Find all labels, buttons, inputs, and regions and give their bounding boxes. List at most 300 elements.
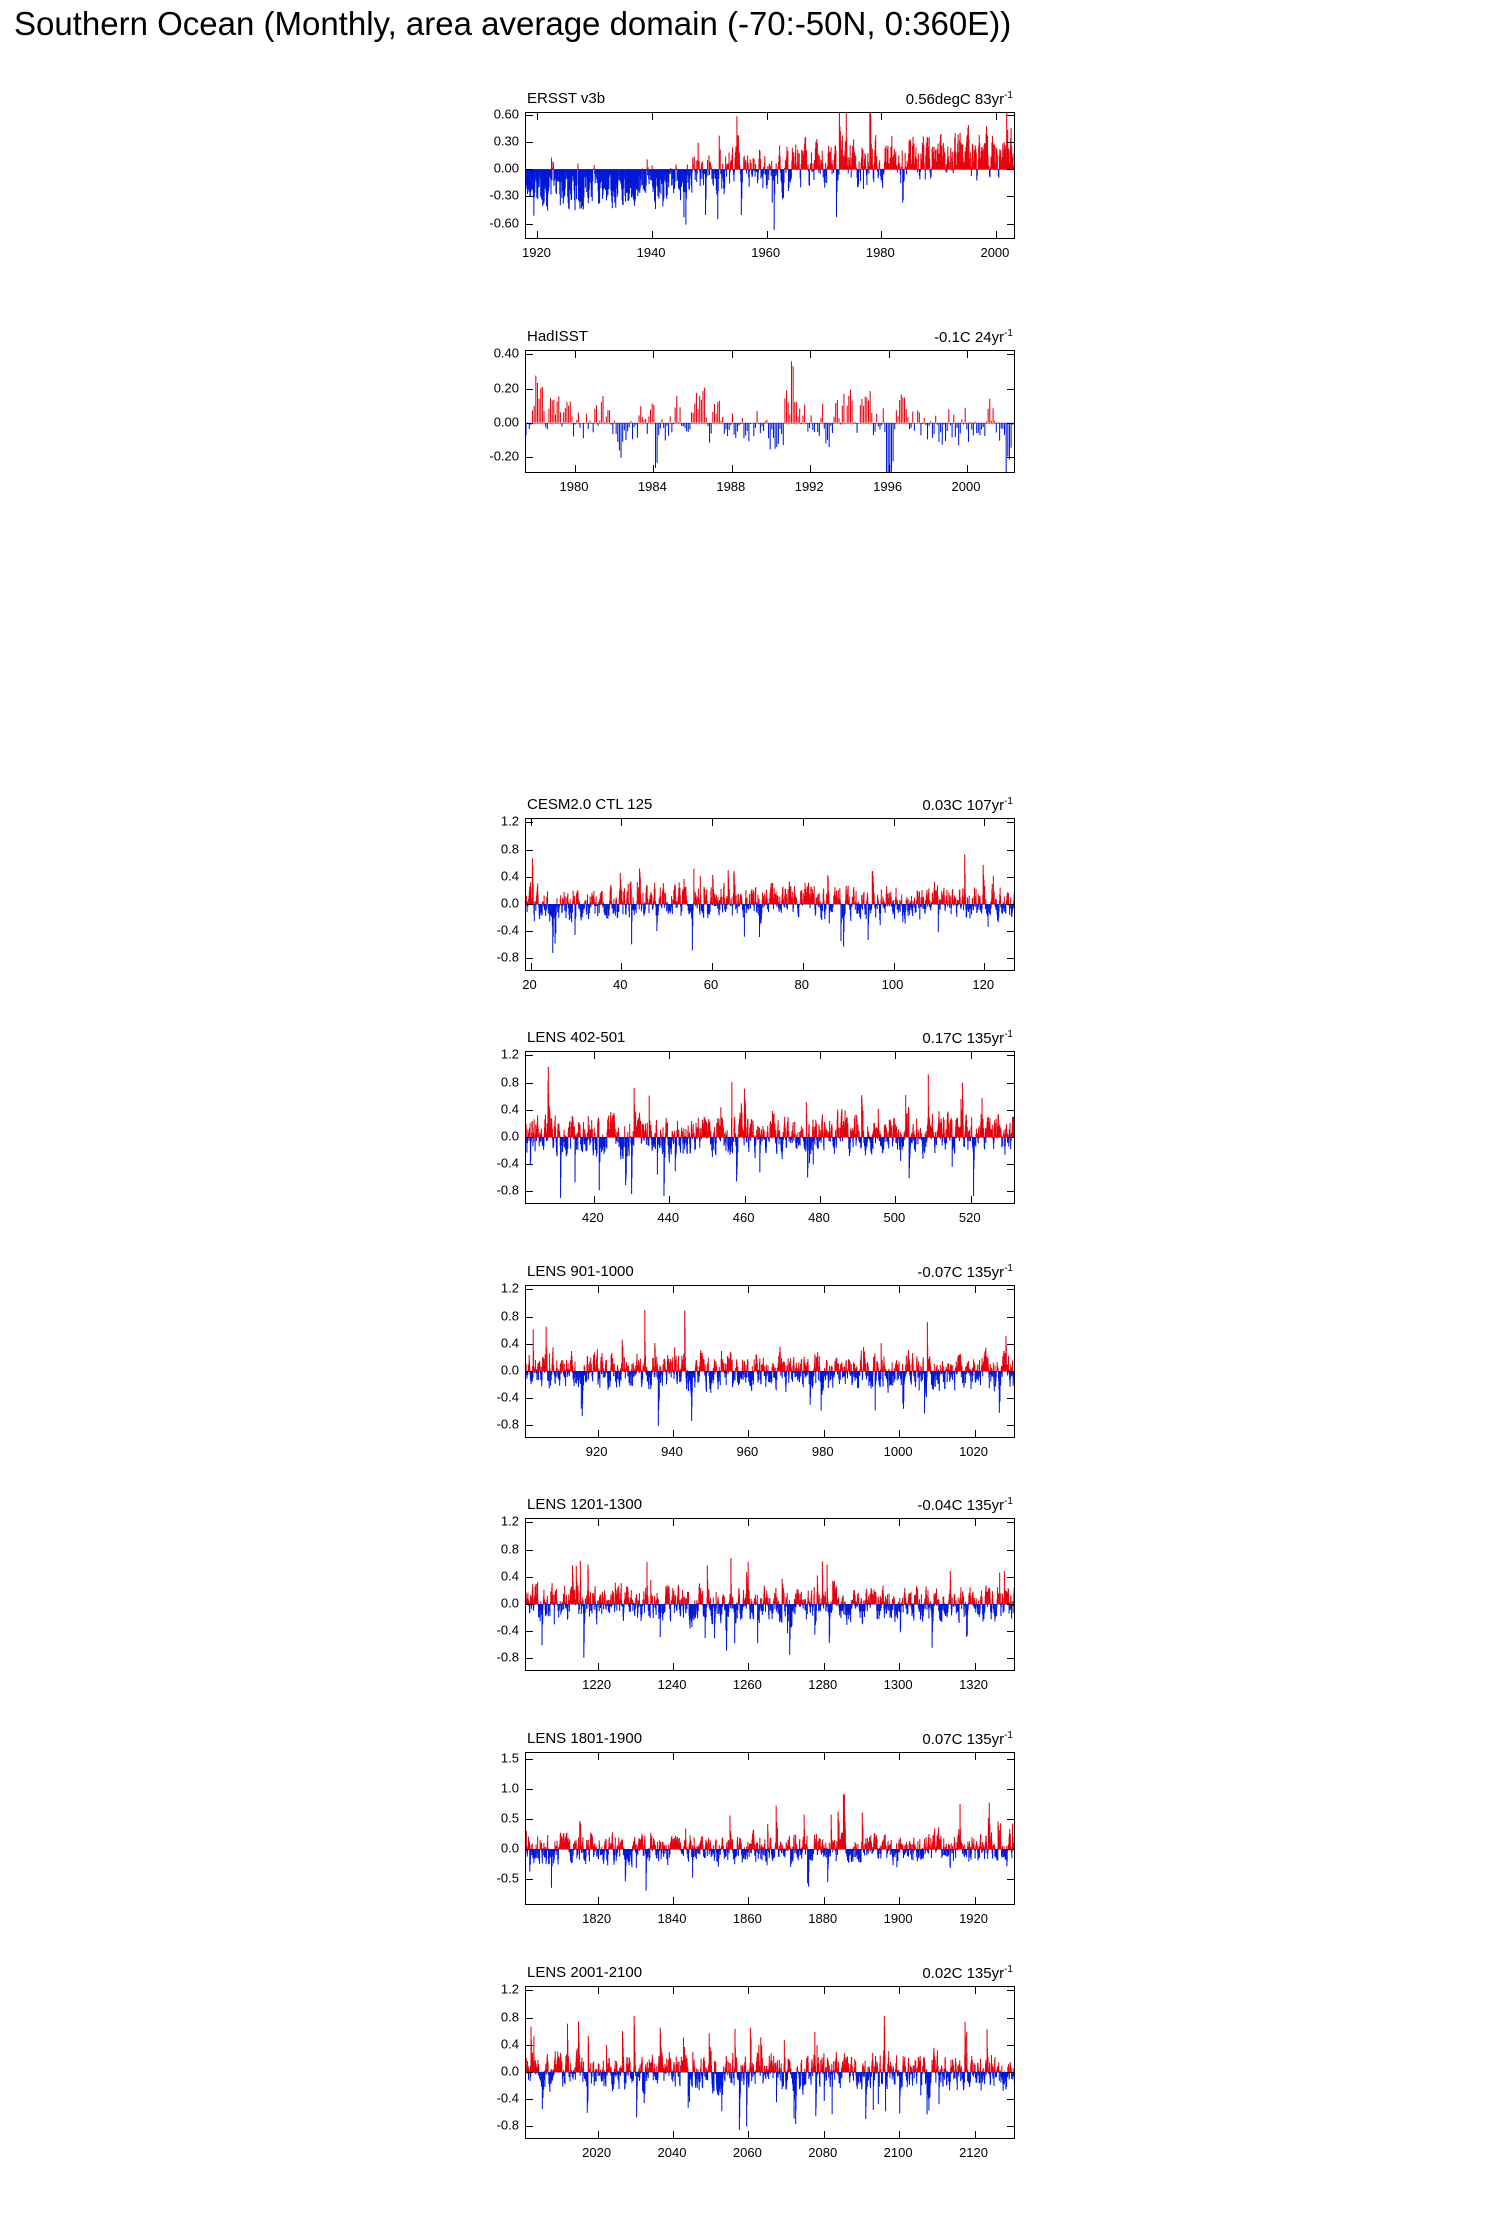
x-axis-tick-label: 480 — [808, 1210, 830, 1225]
y-tick-mark — [526, 2099, 533, 2100]
y-tick-mark — [1007, 1344, 1014, 1345]
y-tick-mark — [526, 1398, 533, 1399]
x-tick-mark — [575, 465, 576, 472]
x-axis-tick-label: 60 — [703, 977, 719, 992]
x-axis-tick-label: 20 — [522, 977, 537, 992]
x-tick-mark — [598, 1286, 599, 1293]
x-tick-mark — [824, 1519, 825, 1526]
plot-area — [525, 1285, 1015, 1438]
y-tick-mark — [526, 1819, 533, 1820]
y-axis-tick-label: 0.4 — [500, 2036, 519, 2052]
x-tick-mark — [824, 1753, 825, 1760]
y-tick-mark — [526, 1658, 533, 1659]
y-tick-mark — [1007, 142, 1014, 143]
y-tick-mark — [1007, 1604, 1014, 1605]
x-tick-mark — [881, 113, 882, 120]
chart-panel-2 — [489, 328, 1015, 494]
x-axis-tick-label: 500 — [883, 1210, 906, 1225]
x-tick-mark — [975, 1663, 976, 1670]
x-tick-mark — [971, 1196, 972, 1203]
y-tick-mark — [1007, 1164, 1014, 1165]
x-axis-tick-label: 1020 — [959, 1444, 988, 1459]
x-tick-mark — [537, 113, 538, 120]
y-tick-mark — [1007, 1317, 1014, 1318]
panel-trend-annotation — [917, 1263, 1013, 1281]
y-axis-tick-label: 1.2 — [500, 1513, 519, 1529]
x-axis-tick-label: 2060 — [732, 2145, 762, 2160]
y-axis-tick-label: -0.8 — [496, 1649, 519, 1665]
y-tick-mark — [526, 1137, 533, 1138]
y-tick-mark — [526, 169, 533, 170]
x-tick-mark — [653, 351, 654, 358]
y-axis-tick-label: 0.00 — [493, 414, 519, 430]
x-tick-mark — [598, 1430, 599, 1437]
panel-title: LENS 1801-1900 — [527, 1730, 643, 1747]
x-tick-mark — [975, 1286, 976, 1293]
y-axis-tick-label: 1.5 — [500, 1750, 519, 1766]
page-title: Southern Ocean (Monthly, area average domain (-70:-50N, 0:360E)) — [14, 5, 1012, 42]
x-tick-mark — [899, 1987, 900, 1994]
x-tick-mark — [748, 2131, 749, 2138]
x-tick-mark — [889, 351, 890, 358]
x-axis-tick-label: 940 — [661, 1444, 683, 1459]
x-tick-mark — [889, 465, 890, 472]
y-tick-mark — [1007, 1759, 1014, 1760]
y-tick-mark — [526, 1789, 533, 1790]
x-tick-mark — [745, 1052, 746, 1059]
chart-panel-3 — [496, 796, 1015, 992]
y-tick-mark — [526, 1759, 533, 1760]
x-axis-tick-label: 1260 — [732, 1677, 762, 1692]
chart-panel-4 — [496, 1029, 1015, 1225]
x-tick-mark — [748, 1897, 749, 1904]
x-tick-mark — [899, 1753, 900, 1760]
x-tick-mark — [895, 1052, 896, 1059]
y-tick-mark — [526, 1317, 533, 1318]
y-tick-mark — [526, 1289, 533, 1290]
x-axis-tick-label: 2040 — [657, 2145, 687, 2160]
x-tick-mark — [824, 1430, 825, 1437]
y-tick-mark — [1007, 224, 1014, 225]
x-axis-tick-label: 960 — [736, 1444, 759, 1459]
panel-trend-exponent: -1 — [1004, 1263, 1013, 1274]
x-tick-mark — [712, 819, 713, 826]
x-axis-tick-label: 920 — [585, 1444, 608, 1459]
plot-area — [525, 112, 1015, 239]
x-tick-mark — [767, 231, 768, 238]
y-tick-mark — [1007, 931, 1014, 932]
y-tick-mark — [1007, 2099, 1014, 2100]
y-tick-mark — [1007, 1990, 1014, 1991]
chart-panel-1 — [489, 90, 1015, 260]
x-tick-mark — [748, 1286, 749, 1293]
plot-area — [525, 1986, 1015, 2139]
x-tick-mark — [712, 963, 713, 970]
y-axis-tick-label: -0.20 — [489, 448, 519, 464]
y-tick-mark — [1007, 1522, 1014, 1523]
x-axis-tick-label: 980 — [811, 1444, 834, 1459]
y-tick-mark — [526, 1371, 533, 1372]
x-axis-tick-label: 2000 — [980, 245, 1010, 260]
plot-area — [525, 1518, 1015, 1671]
x-tick-mark — [899, 1663, 900, 1670]
x-tick-mark — [996, 113, 997, 120]
y-tick-mark — [1007, 1289, 1014, 1290]
y-tick-mark — [1007, 389, 1014, 390]
y-tick-mark — [1007, 1083, 1014, 1084]
series-bars — [526, 1753, 1015, 1905]
x-axis-tick-label: 2020 — [582, 2145, 612, 2160]
panel-trend-annotation — [922, 1730, 1013, 1748]
y-axis-tick-label: -0.8 — [496, 949, 519, 965]
y-axis-tick-label: 0.60 — [493, 106, 519, 122]
y-axis-tick-label: 1.2 — [500, 1046, 519, 1062]
y-axis-tick-label: 0.0 — [500, 1128, 519, 1144]
y-tick-mark — [526, 389, 533, 390]
series-bars — [526, 351, 1015, 473]
y-tick-mark — [1007, 1055, 1014, 1056]
x-tick-mark — [824, 1897, 825, 1904]
x-tick-mark — [894, 819, 895, 826]
y-axis-tick-label: 0.4 — [500, 1101, 519, 1117]
x-tick-mark — [673, 2131, 674, 2138]
x-axis-tick-label: 2120 — [959, 2145, 988, 2160]
y-axis-tick-label: -0.30 — [489, 187, 519, 203]
x-axis-tick-label: 1992 — [794, 479, 824, 494]
panel-title: LENS 402-501 — [527, 1029, 626, 1046]
y-tick-mark — [1007, 196, 1014, 197]
series-bars — [526, 819, 1015, 971]
y-axis-tick-label: 1.2 — [500, 813, 519, 829]
y-tick-mark — [526, 2126, 533, 2127]
x-tick-mark — [967, 351, 968, 358]
x-tick-mark — [745, 1196, 746, 1203]
chart-panel-7 — [496, 1730, 1015, 1926]
y-tick-mark — [526, 2045, 533, 2046]
y-tick-mark — [1007, 1631, 1014, 1632]
plot-area — [525, 1051, 1015, 1204]
x-tick-mark — [803, 963, 804, 970]
panel-title: CESM2.0 CTL 125 — [527, 796, 653, 813]
panel-title: ERSST v3b — [527, 90, 606, 107]
y-tick-mark — [526, 958, 533, 959]
x-tick-mark — [975, 1753, 976, 1760]
y-axis-tick-label: 0.4 — [500, 868, 519, 884]
y-tick-mark — [526, 354, 533, 355]
x-tick-mark — [975, 1987, 976, 1994]
x-tick-mark — [967, 465, 968, 472]
x-axis-tick-label: 2100 — [883, 2145, 913, 2160]
series-bars — [526, 1052, 1015, 1204]
x-tick-mark — [621, 963, 622, 970]
x-tick-mark — [594, 1196, 595, 1203]
x-tick-mark — [598, 1753, 599, 1760]
panel-trend-value: 0.56degC 83yr — [905, 91, 1005, 108]
x-tick-mark — [673, 1897, 674, 1904]
y-tick-mark — [526, 1990, 533, 1991]
y-axis-tick-label: 0.30 — [493, 133, 519, 149]
y-tick-mark — [1007, 1425, 1014, 1426]
panel-trend-value: 0.03C 107yr — [922, 797, 1005, 814]
x-tick-mark — [996, 231, 997, 238]
y-axis-tick-label: -0.4 — [496, 1389, 519, 1405]
y-axis-tick-label: 0.8 — [500, 2009, 519, 2025]
chart-panel-8 — [496, 1964, 1015, 2160]
x-tick-mark — [537, 231, 538, 238]
x-tick-mark — [881, 231, 882, 238]
y-axis-tick-label: 0.8 — [500, 841, 519, 857]
y-tick-mark — [526, 1577, 533, 1578]
y-tick-mark — [526, 423, 533, 424]
x-axis-tick-label: 420 — [581, 1210, 604, 1225]
panel-trend-exponent: -1 — [1004, 796, 1013, 807]
y-axis-tick-label: -0.8 — [496, 2117, 519, 2133]
y-axis-tick-label: 1.2 — [500, 1981, 519, 1997]
y-tick-mark — [526, 1344, 533, 1345]
y-tick-mark — [526, 1550, 533, 1551]
x-tick-mark — [824, 1987, 825, 1994]
panel-trend-value: -0.04C 135yr — [917, 1497, 1005, 1514]
chart-panel-6 — [496, 1496, 1015, 1692]
y-tick-mark — [1007, 1789, 1014, 1790]
x-tick-mark — [975, 1430, 976, 1437]
y-axis-tick-label: -0.4 — [496, 1155, 519, 1171]
y-tick-mark — [526, 1631, 533, 1632]
x-tick-mark — [652, 231, 653, 238]
y-tick-mark — [526, 1083, 533, 1084]
x-tick-mark — [894, 963, 895, 970]
y-axis-tick-label: 1.2 — [500, 1280, 519, 1296]
x-tick-mark — [820, 1196, 821, 1203]
x-axis-tick-label: 2000 — [951, 479, 981, 494]
x-tick-mark — [748, 1753, 749, 1760]
y-tick-mark — [1007, 1577, 1014, 1578]
x-axis-tick-label: 80 — [794, 977, 809, 992]
x-tick-mark — [732, 465, 733, 472]
x-tick-mark — [899, 1430, 900, 1437]
y-axis-tick-label: -0.8 — [496, 1182, 519, 1198]
x-tick-mark — [824, 2131, 825, 2138]
x-tick-mark — [673, 1430, 674, 1437]
x-axis-tick-label: 1920 — [959, 1911, 988, 1926]
x-axis-tick-label: 1220 — [582, 1677, 612, 1692]
x-tick-mark — [621, 819, 622, 826]
x-axis-tick-label: 2080 — [808, 2145, 838, 2160]
y-tick-mark — [526, 196, 533, 197]
y-axis-tick-label: -0.5 — [496, 1870, 519, 1886]
x-tick-mark — [531, 819, 532, 826]
y-axis-tick-label: 0.8 — [500, 1074, 519, 1090]
y-axis-tick-label: 0.40 — [493, 345, 519, 361]
y-axis-tick-label: 1.0 — [500, 1780, 519, 1796]
y-tick-mark — [1007, 958, 1014, 959]
x-tick-mark — [669, 1196, 670, 1203]
y-tick-mark — [526, 1879, 533, 1880]
panel-title: HadISST — [527, 328, 588, 345]
x-tick-mark — [748, 1430, 749, 1437]
y-tick-mark — [526, 115, 533, 116]
y-axis-tick-label: 0.4 — [500, 1568, 519, 1584]
x-axis-tick-label: 1984 — [637, 479, 667, 494]
x-tick-mark — [598, 1663, 599, 1670]
x-axis-tick-label: 1240 — [657, 1677, 687, 1692]
y-tick-mark — [526, 850, 533, 851]
x-tick-mark — [673, 1987, 674, 1994]
x-tick-mark — [531, 963, 532, 970]
series-bars — [526, 1519, 1015, 1671]
x-tick-mark — [824, 1663, 825, 1670]
plot-area — [525, 350, 1015, 473]
x-tick-mark — [820, 1052, 821, 1059]
y-axis-tick-label: -0.60 — [489, 215, 519, 231]
x-tick-mark — [673, 1286, 674, 1293]
y-tick-mark — [1007, 1398, 1014, 1399]
y-tick-mark — [526, 1110, 533, 1111]
panel-trend-value: 0.07C 135yr — [922, 1731, 1005, 1748]
x-tick-mark — [895, 1196, 896, 1203]
x-tick-mark — [673, 1663, 674, 1670]
y-tick-mark — [1007, 2126, 1014, 2127]
x-axis-tick-label: 1860 — [732, 1911, 762, 1926]
y-tick-mark — [526, 2018, 533, 2019]
y-axis-tick-label: 0.0 — [500, 1362, 519, 1378]
y-tick-mark — [1007, 1371, 1014, 1372]
y-axis-tick-label: 0.8 — [500, 1308, 519, 1324]
x-tick-mark — [767, 113, 768, 120]
x-axis-tick-label: 1940 — [636, 245, 666, 260]
y-tick-mark — [1007, 1191, 1014, 1192]
panel-trend-exponent: -1 — [1004, 328, 1013, 339]
y-tick-mark — [1007, 2045, 1014, 2046]
y-tick-mark — [526, 931, 533, 932]
panel-trend-exponent: -1 — [1004, 1730, 1013, 1741]
y-tick-mark — [1007, 169, 1014, 170]
x-tick-mark — [748, 1519, 749, 1526]
x-axis-tick-label: 1880 — [808, 1911, 838, 1926]
x-tick-mark — [598, 1987, 599, 1994]
x-axis-tick-label: 1980 — [865, 245, 895, 260]
y-tick-mark — [526, 1425, 533, 1426]
panel-trend-annotation — [922, 1029, 1013, 1047]
panel-title: LENS 1201-1300 — [527, 1496, 643, 1513]
x-tick-mark — [673, 1753, 674, 1760]
y-tick-mark — [1007, 1849, 1014, 1850]
x-tick-mark — [732, 351, 733, 358]
y-tick-mark — [1007, 423, 1014, 424]
panel-trend-value: 0.02C 135yr — [922, 1965, 1005, 1982]
x-axis-tick-label: 1960 — [751, 245, 781, 260]
y-tick-mark — [526, 904, 533, 905]
x-axis-tick-label: 440 — [657, 1210, 680, 1225]
y-tick-mark — [526, 457, 533, 458]
x-tick-mark — [975, 1897, 976, 1904]
x-tick-mark — [598, 1897, 599, 1904]
x-tick-mark — [748, 1987, 749, 1994]
x-axis-tick-label: 1280 — [808, 1677, 838, 1692]
y-tick-mark — [1007, 115, 1014, 116]
plot-area — [525, 818, 1015, 971]
x-tick-mark — [810, 351, 811, 358]
y-axis-tick-label: 0.00 — [493, 160, 519, 176]
y-tick-mark — [1007, 822, 1014, 823]
y-axis-tick-label: -0.4 — [496, 2090, 519, 2106]
series-bars — [526, 113, 1015, 239]
x-tick-mark — [673, 1519, 674, 1526]
x-tick-mark — [803, 819, 804, 826]
y-axis-tick-label: 0.0 — [500, 1595, 519, 1611]
y-axis-tick-label: 0.0 — [500, 1840, 519, 1856]
x-axis-tick-label: 1840 — [657, 1911, 687, 1926]
y-axis-tick-label: -0.4 — [496, 1622, 519, 1638]
y-tick-mark — [1007, 2072, 1014, 2073]
y-tick-mark — [1007, 1110, 1014, 1111]
x-tick-mark — [669, 1052, 670, 1059]
x-axis-tick-label: 1320 — [959, 1677, 988, 1692]
y-tick-mark — [1007, 354, 1014, 355]
x-axis-tick-label: 520 — [958, 1210, 981, 1225]
y-tick-mark — [526, 1164, 533, 1165]
y-axis-tick-label: 0.0 — [500, 2063, 519, 2079]
x-tick-mark — [899, 1519, 900, 1526]
x-axis-tick-label: 1820 — [582, 1911, 612, 1926]
x-tick-mark — [984, 819, 985, 826]
y-tick-mark — [526, 1849, 533, 1850]
x-axis-tick-label: 1988 — [716, 479, 746, 494]
x-axis-tick-label: 1980 — [559, 479, 589, 494]
panel-trend-annotation — [922, 796, 1013, 814]
x-tick-mark — [748, 1663, 749, 1670]
y-axis-tick-label: 0.5 — [500, 1810, 519, 1826]
panel-title: LENS 2001-2100 — [527, 1964, 643, 1981]
y-tick-mark — [1007, 1137, 1014, 1138]
y-tick-mark — [1007, 2018, 1014, 2019]
y-tick-mark — [1007, 457, 1014, 458]
x-axis-tick-label: 120 — [972, 977, 995, 992]
x-axis-tick-label: 100 — [881, 977, 904, 992]
y-axis-tick-label: 0.0 — [500, 895, 519, 911]
y-tick-mark — [526, 224, 533, 225]
y-tick-mark — [526, 1191, 533, 1192]
chart-panel-5 — [496, 1263, 1015, 1459]
plot-area — [525, 1752, 1015, 1905]
y-axis-tick-label: 0.4 — [500, 1335, 519, 1351]
x-axis-tick-label: 1900 — [883, 1911, 913, 1926]
x-tick-mark — [984, 963, 985, 970]
x-tick-mark — [975, 2131, 976, 2138]
y-tick-mark — [526, 2072, 533, 2073]
y-tick-mark — [526, 142, 533, 143]
y-tick-mark — [1007, 1658, 1014, 1659]
panel-trend-annotation — [906, 90, 1013, 108]
y-tick-mark — [1007, 1879, 1014, 1880]
y-axis-tick-label: 0.20 — [493, 380, 519, 396]
y-tick-mark — [1007, 904, 1014, 905]
y-tick-mark — [526, 1522, 533, 1523]
x-tick-mark — [652, 113, 653, 120]
panel-trend-value: 0.17C 135yr — [922, 1030, 1005, 1047]
x-tick-mark — [810, 465, 811, 472]
panel-trend-annotation — [934, 328, 1013, 346]
x-axis-tick-label: 1300 — [883, 1677, 913, 1692]
x-tick-mark — [899, 1286, 900, 1293]
x-tick-mark — [653, 465, 654, 472]
panel-title: LENS 901-1000 — [527, 1263, 634, 1280]
x-axis-tick-label: 1000 — [883, 1444, 913, 1459]
x-tick-mark — [594, 1052, 595, 1059]
panel-trend-exponent: -1 — [1004, 1496, 1013, 1507]
x-tick-mark — [598, 2131, 599, 2138]
y-tick-mark — [526, 822, 533, 823]
